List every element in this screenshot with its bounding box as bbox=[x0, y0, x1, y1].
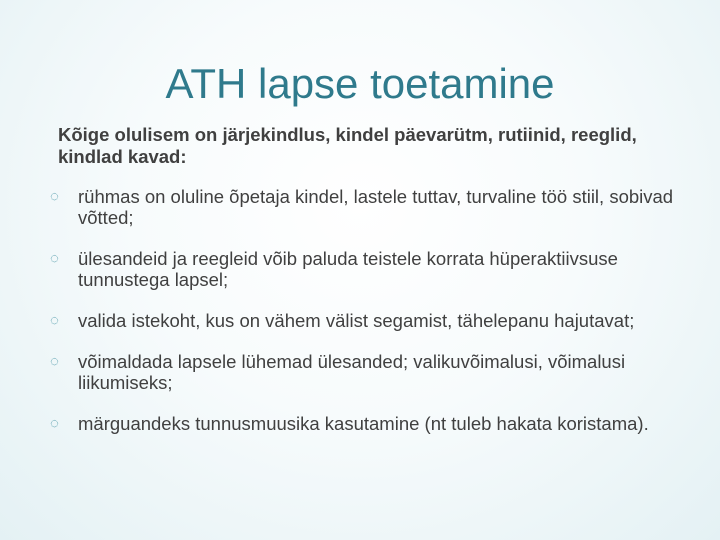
list-item bbox=[50, 351, 690, 393]
slide-title: ATH lapse toetamine bbox=[165, 60, 555, 107]
ring-bullet-icon: ◌ bbox=[50, 188, 59, 205]
bullet-text: ülesandeid ja reegleid võib paluda teistele korrata hüperaktiivsuse tunnustega lapsel; bbox=[78, 248, 618, 290]
bullet-text: valida istekoht, kus on vähem välist segamist, tähelepanu hajutavat; bbox=[78, 310, 635, 331]
ring-bullet-icon: ◌ bbox=[50, 312, 59, 329]
ring-bullet-icon: ◌ bbox=[50, 353, 59, 370]
ring-bullet-icon: ◌ bbox=[50, 250, 59, 267]
bullet-text: rühmas on oluline õpetaja kindel, lastele tuttav, turvaline töö stiil, sobivad võtted; bbox=[78, 186, 674, 228]
bullet-list bbox=[50, 186, 690, 454]
bullet-text: märguandeks tunnusmuusika kasutamine (nt tuleb hakata koristama). bbox=[78, 413, 649, 434]
list-item bbox=[50, 186, 690, 228]
intro-text: Kõige olulisem on järjekindlus, kindel päevarütm, rutiinid, reeglid, kindlad kavad: bbox=[58, 124, 637, 167]
list-item bbox=[50, 413, 690, 434]
list-item bbox=[50, 310, 690, 331]
ring-bullet-icon: ◌ bbox=[50, 415, 59, 432]
bullet-text: võimaldada lapsele lühemad ülesanded; valikuvõimalusi, võimalusi liikumiseks; bbox=[78, 351, 626, 393]
list-item bbox=[50, 248, 690, 290]
